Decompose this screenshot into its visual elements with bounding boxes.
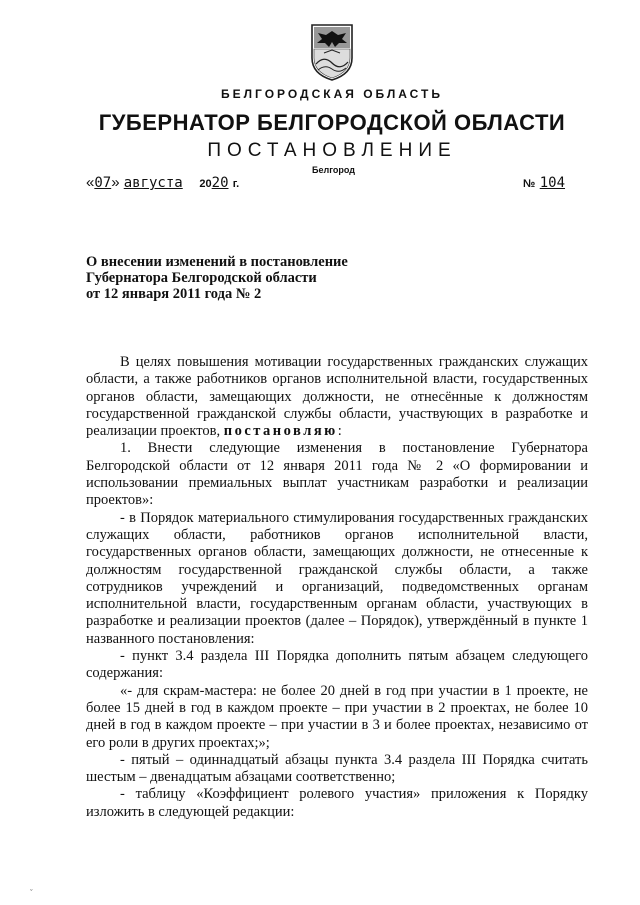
number-value: 104 xyxy=(539,175,566,191)
clause-paragraph: «- для скрам-мастера: не более 20 дней в год при участии в 1 проекте, не более 15 дней в год в каждом проекте – при участии в 2 проектах, не более 10 дней в год в каждом проекте – при участии в 3 и более проектах, независимо от его роли в других проектах;»; xyxy=(86,682,588,751)
document-body xyxy=(86,354,588,821)
region-name: БЕЛГОРОДСКАЯ ОБЛАСТЬ xyxy=(221,87,443,101)
coat-of-arms-emblem xyxy=(307,22,357,82)
preamble-paragraph xyxy=(86,354,588,440)
date-year-mark: г. xyxy=(232,178,240,190)
preamble-colon: : xyxy=(337,423,342,440)
document-date xyxy=(86,174,239,191)
scan-mark: ˇ xyxy=(30,888,33,897)
date-day: 07 xyxy=(94,175,112,191)
date-quote-open: « xyxy=(86,174,95,191)
subject-line: Губернатора Белгородской области xyxy=(86,270,317,286)
date-month: августа xyxy=(123,175,183,191)
subject-line: О внесении изменений в постановление xyxy=(86,254,348,270)
document-number xyxy=(523,174,565,192)
subject-line: от 12 января 2011 года № 2 xyxy=(86,286,262,302)
clause-paragraph: - в Порядок материального стимулирования государственных гражданских служащих области, работников органов исполнительной власти, государственных органов области, замещающих должности, не отнесенные к должностям государственной гражданской службы области, а также сотрудников учреждений и организаций, подведомственных органам исполнительной власти, государственным органам области, участвующих в разработке и реализации проектов (далее – Порядок), утверждённый в пункте 1 названного постановления: xyxy=(86,509,588,647)
number-label: № xyxy=(523,178,536,190)
clause-paragraph: - пункт 3.4 раздела III Порядка дополнить пятым абзацем следующего содержания: xyxy=(86,648,588,682)
date-year-suffix: 20 xyxy=(211,175,229,191)
clause-paragraph: - пятый – одиннадцатый абзацы пункта 3.4 раздела III Порядка считать шестым – двенадцатым абзацами соответственно; xyxy=(86,751,588,786)
clause-paragraph: 1. Внести следующие изменения в постановление Губернатора Белгородской области от 12 января 2011 года № 2 «О формировании и использовании премиальных выплат участникам разработки и реализации проектов»: xyxy=(86,440,588,509)
date-year-prefix: 20 xyxy=(199,178,212,190)
preamble-text: В целях повышения мотивации государственных гражданских служащих области, а также работников органов исполнительной власти, государственных органов области, замещающих должности, не отнесённые к должностям государственной гражданской службы области, участвующих в разработке и реализации проектов, xyxy=(86,354,588,440)
city-name: Белгород xyxy=(312,165,355,175)
clause-paragraph: - таблицу «Коэффициент ролевого участия» приложения к Порядку изложить в следующей редакции: xyxy=(86,786,588,820)
resolution-word: постановляю xyxy=(223,423,338,440)
document-type: ПОСТАНОВЛЕНИЕ xyxy=(207,140,457,161)
document-subject xyxy=(86,254,348,302)
date-quote-close: » xyxy=(111,174,120,191)
issuer-title: ГУБЕРНАТОР БЕЛГОРОДСКОЙ ОБЛАСТИ xyxy=(98,110,566,135)
